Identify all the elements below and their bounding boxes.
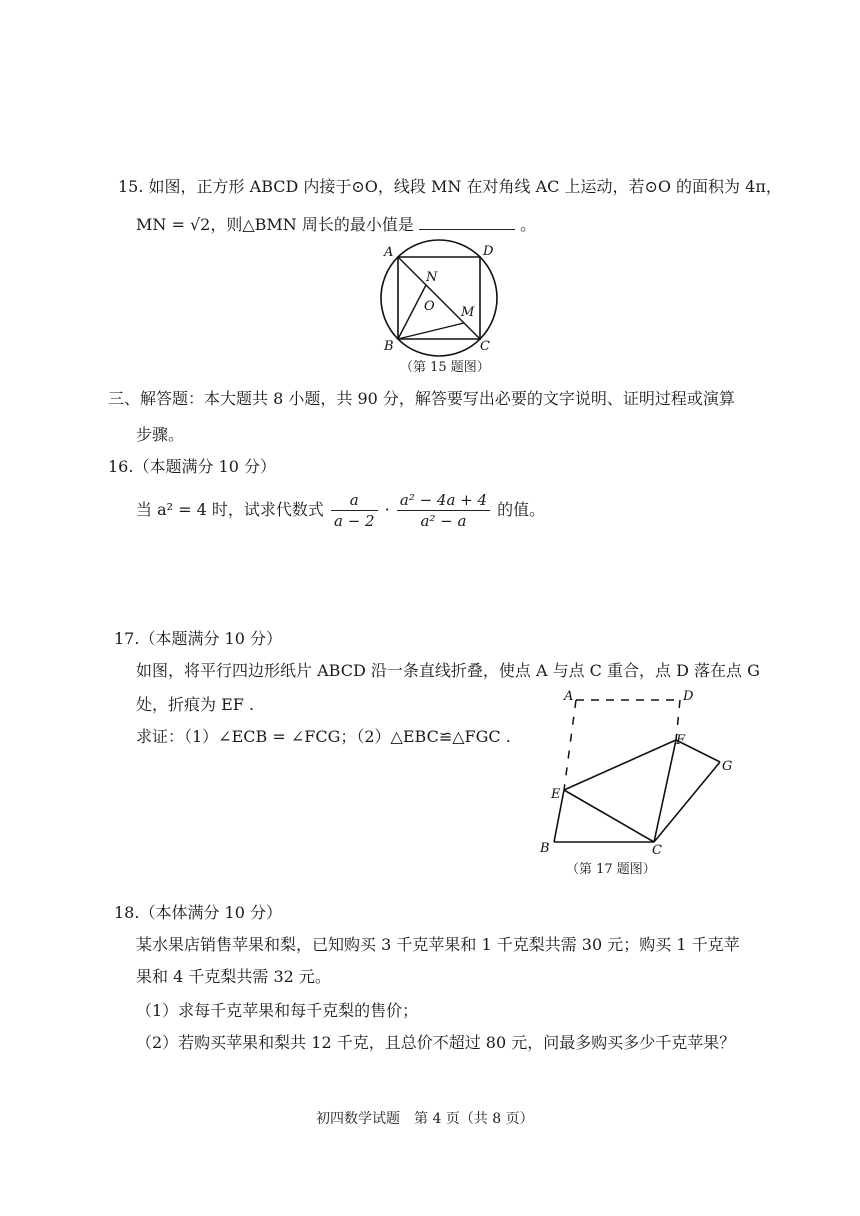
q17-text-line2: 处，折痕为 EF .: [136, 695, 255, 714]
q15-text-line2: MN = √2，则△BMN 周长的最小值是: [136, 215, 414, 234]
q17-segment-fc: [654, 740, 676, 842]
q15-text-line1: 如图，正方形 ABCD 内接于⊙O，线段 MN 在对角线 AC 上运动，若⊙O 的面积为 4π，: [148, 177, 782, 196]
q15-label-a: A: [384, 245, 394, 260]
q15-segment-bn: [398, 285, 426, 339]
q16-header: 16.（本题满分 10 分）: [108, 457, 276, 476]
q16-fraction-1: [331, 490, 378, 531]
q17-label-g: G: [722, 759, 733, 774]
section3-line2: 步骤。: [136, 425, 185, 444]
q15-line2: [136, 214, 536, 236]
q15-label-b: B: [384, 339, 394, 354]
q18-text-line4: （2）若购买苹果和梨共 12 千克，且总价不超过 80 元，问最多购买多少千克苹果？: [136, 1033, 736, 1052]
q17-label-c: C: [652, 843, 662, 856]
q15-label-n: N: [426, 270, 438, 285]
q15-line1: [118, 176, 782, 198]
q15-text-line2-end: 。: [520, 215, 537, 234]
q17-header: 17.（本题满分 10 分）: [114, 629, 282, 648]
q17-segment-ef: [564, 740, 676, 790]
q17-label-e: E: [551, 787, 561, 802]
q16-expression-line: [136, 488, 545, 532]
q16-fraction-2: [397, 490, 490, 531]
q16-frac1-denominator: a − 2: [333, 512, 375, 530]
q15-figure: [368, 238, 508, 358]
q15-number: 15.: [118, 177, 144, 196]
q17-segment-gc: [654, 762, 720, 842]
q15-label-d: D: [483, 244, 494, 259]
q18-text-line2: 果和 4 千克梨共需 32 元。: [136, 967, 331, 986]
q15-caption: （第 15 题图）: [400, 360, 490, 375]
q17-label-d: D: [683, 689, 694, 704]
q17-dashed-ae: [564, 700, 576, 790]
q15-label-c: C: [480, 339, 490, 354]
q16-text-pre: 当 a² = 4 时，试求代数式: [136, 500, 324, 519]
q18-text-line1: 某水果店销售苹果和梨，已知购买 3 千克苹果和 1 千克梨共需 30 元；购买 1 千克苹: [136, 935, 740, 954]
q17-figure: [530, 686, 760, 856]
q17-segment-ec: [564, 790, 654, 842]
q16-text-post: 的值。: [497, 500, 546, 519]
q15-diagonal-ac: [398, 257, 480, 339]
q17-label-b: B: [540, 841, 550, 856]
q17-text-line1: 如图，将平行四边形纸片 ABCD 沿一条直线折叠，使点 A 与点 C 重合，点 D 落在点 G: [136, 661, 760, 680]
q16-frac2-denominator: a² − a: [420, 512, 467, 530]
q15-answer-blank: [419, 215, 515, 230]
q18-header: 18.（本体满分 10 分）: [114, 903, 282, 922]
q16-dot: ·: [384, 500, 390, 519]
q15-segment-bm: [398, 323, 464, 339]
q15-label-m: M: [461, 305, 475, 320]
section3-line1: 三、解答题：本大题共 8 小题，共 90 分，解答要写出必要的文字说明、证明过程或演算: [108, 389, 735, 408]
q16-frac1-numerator: a: [331, 490, 378, 511]
q17-text-line3: 求证：（1）∠ECB = ∠FCG；（2）△EBC≌△FGC .: [136, 727, 511, 746]
q17-label-f: F: [676, 733, 686, 748]
q18-text-line3: （1）求每千克苹果和每千克梨的售价；: [136, 1001, 419, 1020]
page-footer: 初四数学试题 第 4 页（共 8 页）: [316, 1111, 534, 1127]
q16-frac2-numerator: a² − 4a + 4: [397, 490, 490, 511]
q15-label-o: O: [424, 299, 435, 314]
q17-caption: （第 17 题图）: [566, 862, 656, 877]
q17-label-a: A: [564, 689, 574, 704]
